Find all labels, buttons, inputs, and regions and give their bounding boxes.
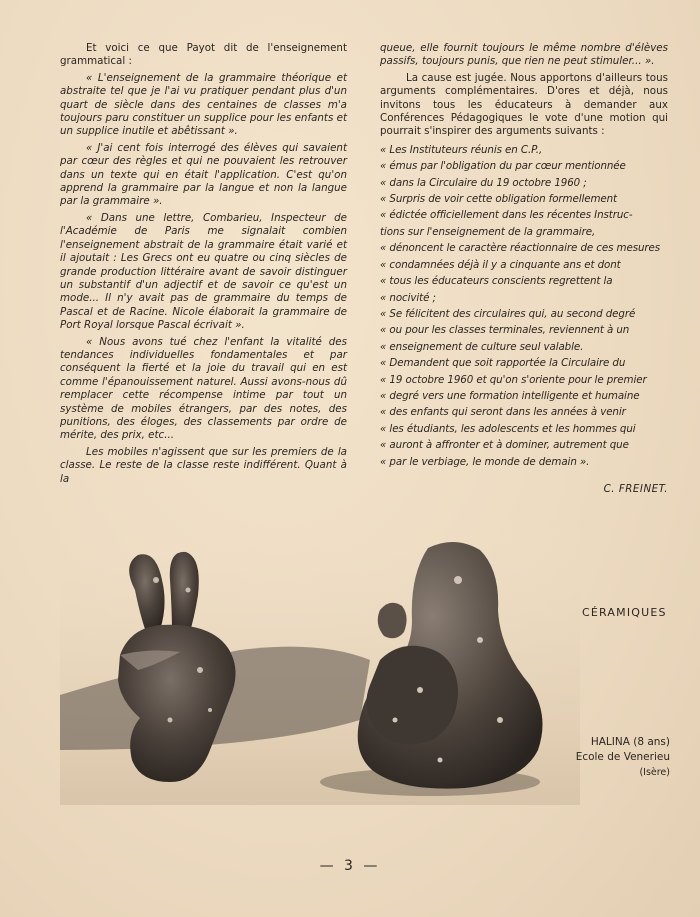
motion-text [380,144,668,469]
paragraph: queue, elle fournit toujours le même nombre d'élèves passifs, toujours punis, que rien ne peut stimuler... ». [380,42,668,68]
motion-line: « nocivité ; [380,291,436,304]
paragraph: Et voici ce que Payot dit de l'enseignement grammatical : [60,42,347,68]
paragraph: « Nous avons tué chez l'enfant la vitalité des tendances individuelles fondamentales et par conséquent la fierté et la joie du travail qui en est comme l'épanouissement naturel. Aussi avons-nous dû remplacer cette récompense intime par tout un système de mobiles étrangers, par des notes, des punitions, des éloges, des classements par ordre de mérite, des prix, etc... [60,335,347,442]
motion-line: « édictée officiellement dans les récentes Instruc- [380,209,633,222]
motion-line: « Demandent que soit rapportée la Circulaire du [380,357,626,370]
signature: C. FREINET. [603,482,668,495]
motion-line: « 19 octobre 1960 et qu'on s'oriente pour le premier [380,373,647,386]
motion-line: « tous les éducateurs conscients regrettent la [380,275,613,288]
motion-line: « degré vers une formation intelligente et humaine [380,389,640,402]
page-number: — 3 — [319,858,381,874]
motion-line: « émus par l'obligation du par cœur mentionnée [380,160,626,173]
illustration-caption [555,735,670,780]
caption-region: (Isère) [639,767,670,778]
motion-line: « Se félicitent des circulaires qui, au second degré [380,307,636,320]
paragraph: « Dans une lettre, Combarieu, Inspecteur de l'Académie de Paris me signalait combien l'enseignement abstrait de la grammaire était varié et il ajoutait : Les Grecs ont eu quatre ou cinq siècles de grande production littéraire avant de savoir distinguer un substantif d'un adjectif et de savoir ce qu'est un mode... Il n'y avait pas de grammaire du temps de Pascal et de Racine. Nicole élaborait la grammaire de Port Royal lorsque Pascal écrivait ». [60,211,347,332]
motion-line: « auront à affronter et à dominer, autrement que [380,439,629,452]
paragraph: La cause est jugée. Nous apportons d'ailleurs tous arguments complémentaires. D'ores et déjà, nous invitons tous les éducateurs à demander aux Conférences Pédagogiques le vote d'une motion qui pourrait s'inspirer des arguments suivants : [380,71,668,138]
motion-line: tions sur l'enseignement de la grammaire, [380,225,596,238]
motion-line: « les étudiants, les adolescents et les hommes qui [380,422,636,435]
motion-line: « Les Instituteurs réunis en C.P., [380,143,543,156]
ceramics-photo [60,520,580,805]
caption-author: HALINA (8 ans) [590,736,670,748]
illustration-title: CÉRAMIQUES [582,606,667,619]
motion-line: « des enfants qui seront dans les années à venir [380,406,626,419]
motion-line: « dans la Circulaire du 19 octobre 1960 ; [380,176,587,189]
motion-line: « condamnées déjà il y a cinquante ans et dont [380,258,621,271]
paragraph: Les mobiles n'agissent que sur les premiers de la classe. Le reste de la classe reste indifférent. Quant à la [60,445,347,485]
ceramics-illustration [60,520,580,805]
paragraph: « L'enseignement de la grammaire théorique et abstraite tel que je l'ai vu pratiquer pendant plus d'un quart de siècle dans des centaines de classes m'a toujours paru constituer un supplice pour les enfants et un supplice inutile et abêtissant ». [60,71,347,138]
motion-line: « dénoncent le caractère réactionnaire de ces mesures [380,242,661,255]
left-column [60,42,347,486]
caption-school: Ecole de Venerieu [575,751,670,763]
motion-line: « Surpris de voir cette obligation formellement [380,193,617,206]
caption-school-line [555,750,670,780]
motion-line: « par le verbiage, le monde de demain ». [380,455,590,468]
motion-line: « enseignement de culture seul valable. [380,340,584,353]
paragraph: « J'ai cent fois interrogé des élèves qui savaient par cœur des règles et qui ne pouvaient les retrouver dans un texte qui en était l'application. C'est qu'on apprend la grammaire par la langue et non la langue par la grammaire ». [60,141,347,208]
motion-line: « ou pour les classes terminales, reviennent à un [380,324,630,337]
right-column [380,42,668,496]
